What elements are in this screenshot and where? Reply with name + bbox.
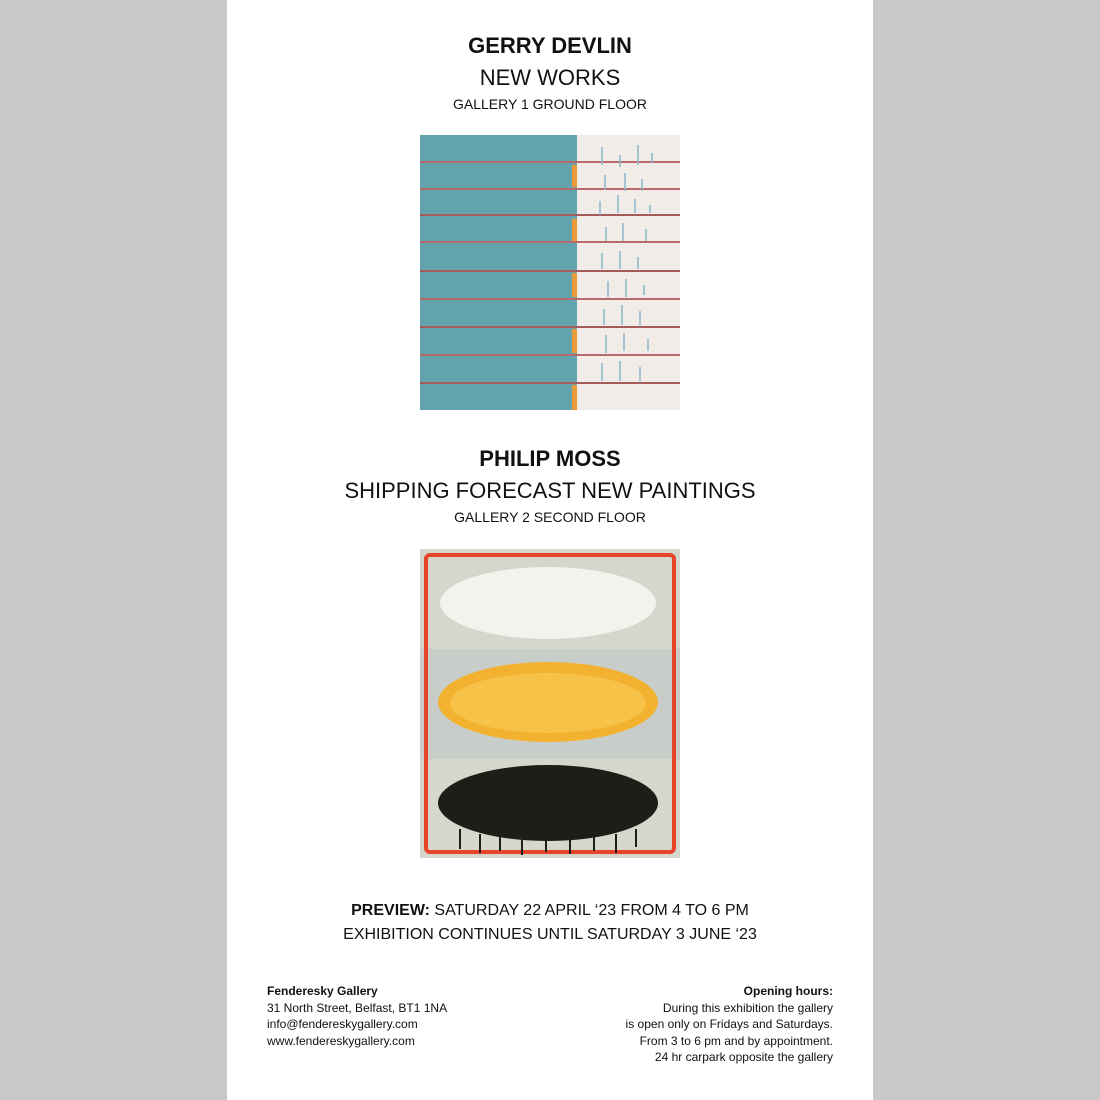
preview-line	[227, 902, 873, 920]
opening-hours-line: During this exhibition the gallery	[662, 1000, 833, 1015]
gallery-address: 31 North Street, Belfast, BT1 1NA	[267, 1000, 448, 1015]
gallery-email: info@fendereskygallery.com	[267, 1017, 418, 1031]
exhibition1-title: NEW WORKS	[479, 65, 621, 90]
gallery-website: www.fendereskygallery.com	[267, 1033, 415, 1048]
exhibition1-location: GALLERY 1 GROUND FLOOR	[453, 96, 647, 112]
opening-hours-line: is open only on Fridays and Saturdays.	[625, 1017, 833, 1031]
preview-text: SATURDAY 22 APRIL ‘23 FROM 4 TO 6 PM	[429, 902, 749, 919]
exhibition2-location: GALLERY 2 SECOND FLOOR	[454, 509, 646, 525]
exhibition2-artwork	[420, 549, 680, 858]
opening-hours-line: From 3 to 6 pm and by appointment.	[639, 1033, 833, 1048]
exhibition2-title: SHIPPING FORECAST NEW PAINTINGS	[344, 478, 756, 503]
opening-hours-line: 24 hr carpark opposite the gallery	[654, 1050, 833, 1064]
moss-painting-image	[420, 549, 680, 858]
gallery-contact	[267, 983, 447, 1049]
exhibition-continues: EXHIBITION CONTINUES UNTIL SATURDAY 3 JUNE ‘23	[343, 926, 757, 943]
exhibition1-artwork	[420, 135, 680, 410]
devlin-painting-image	[420, 135, 680, 410]
poster-sheet	[227, 0, 873, 1100]
exhibition2-artist: PHILIP MOSS	[479, 446, 621, 471]
exhibition1-artist: GERRY DEVLIN	[468, 33, 632, 58]
opening-hours	[626, 983, 833, 1066]
preview-label: PREVIEW:	[351, 902, 430, 919]
opening-hours-heading: Opening hours:	[743, 984, 833, 998]
gallery-name: Fenderesky Gallery	[267, 984, 378, 998]
